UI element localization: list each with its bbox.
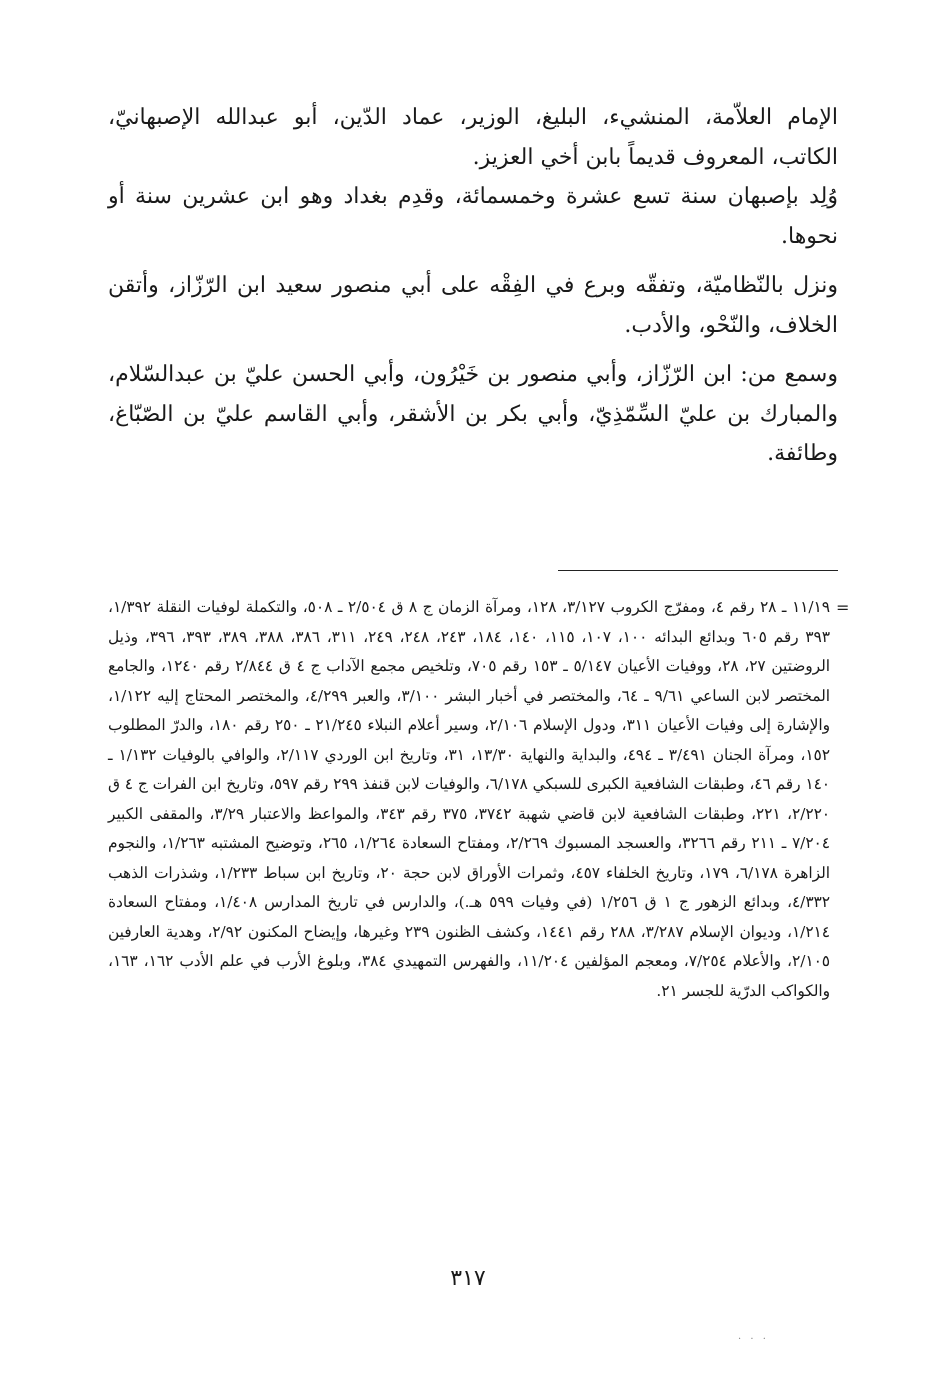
paragraph-4: وسمع من: ابن الرّزّاز، وأبي منصور بن خَيْرُون، وأبي الحسن عليّ بن عبدالسّلام، والمبارك بن عليّ السِّمّذِيّ، وأبي بكر بن الأشقر، وأبي القاسم عليّ بن الصّبّاغ، وطائفة. (108, 362, 838, 466)
paragraph-2: وُلِد بإصبهان سنة تسع عشرة وخمسمائة، وقدِم بغداد وهو ابن عشرين سنة أو نحوها. (108, 184, 838, 249)
scan-speck: · · · (738, 1334, 769, 1345)
main-text (108, 98, 838, 474)
page-number: ٣١٧ (450, 1266, 486, 1291)
footnote-continuation-marker: = (836, 598, 850, 617)
footnote (108, 593, 830, 1006)
footnote-separator (558, 570, 838, 571)
paragraph-1: الإمام العلاّمة، المنشيء، البليغ، الوزير، عماد الدّين، أبو عبدالله الإصبهانيّ، الكاتب، المعروف قديماً بابن أخي العزيز. (108, 105, 838, 170)
paragraph-3: ونزل بالنّظاميّة، وتفقّه وبرع في الفِقْه على أبي منصور سعيد ابن الرّزّاز، وأتقن الخلاف، والنّحْو، والأدب. (108, 273, 838, 338)
footnote-text: ١١/١٩ ـ ٢٨ رقم ٤، ومفرّج الكروب ٣/١٢٧، ١٢٨، ومرآة الزمان ج ٨ ق ٢/٥٠٤ ـ ٥٠٨، والتكملة لوفيات النقلة ١/٣٩٢، ٣٩٣ رقم ٦٠٥ وبدائع البدائه ١٠٠، ١٠٧، ١١٥، ١٤٠، ١٨٤، ٢٤٣، ٢٤٨، ٢٤٩، ٣١١، ٣٨٦، ٣٨٨، ٣٨٩، ٣٩٣، ٣٩٦، وذيل الروضتين ٢٧، ٢٨، ووفيات الأعيان ٥/١٤٧ ـ ١٥٣ رقم ٧٠٥، وتلخيص مجمع الآداب ج ٤ ق ٢/٨٤٤ رقم ١٢٤٠، والجامع المختصر لابن الساعي ٩/٦١ ـ ٦٤، والمختصر في أخبار البشر ٣/١٠٠، والعبر ٤/٢٩٩، والمختصر المحتاج إليه ١/١٢٢، والإشارة إلى وفيات الأعيان ٣١١، ودول الإسلام ٢/١٠٦، وسير أعلام النبلاء ٢١/٢٤٥ ـ ٢٥٠ رقم ١٨٠، والدرّ المطلوب ١٥٢، ومرآة الجنان ٣/٤٩١ ـ ٤٩٤، والبداية والنهاية ١٣/٣٠، ٣١، وتاريخ ابن الوردي ٢/١١٧، والوافي بالوفيات ١/١٣٢ ـ ١٤٠ رقم ٤٦، وطبقات الشافعية الكبرى للسبكي ٦/١٧٨، والوفيات لابن قنفذ ٢٩٩ رقم ٥٩٧، وتاريخ ابن الفرات ج ٤ ق ٢/٢٢٠، ٢٢١، وطبقات الشافعية لابن قاضي شهبة ٣٧٤٢، ٣٧٥ رقم ٣٤٣، والمواعظ والاعتبار ٣/٢٩، والمقفى الكبير ٧/٢٠٤ ـ ٢١١ رقم ٣٢٦٦، والعسجد المسبوك ٢/٢٦٩، ومفتاح السعادة ١/٢٦٤، ٢٦٥، وتوضيح المشتبه ١/٢٦٣، والنجوم الزاهرة ٦/١٧٨، ١٧٩، وتاريخ الخلفاء ٤٥٧، وثمرات الأوراق لابن حجة ٢٠، وتاريخ ابن سباط ١/٢٣٣، وشذرات الذهب ٤/٣٣٢، وبدائع الزهور ج ١ ق ١/٢٥٦ (في وفيات ٥٩٩ هـ.)، والدارس في تاريخ المدارس ١/٤٠٨، ومفتاح السعادة ١/٢١٤، وديوان الإسلام ٣/٢٨٧، ٢٨٨ رقم ١٤٤١، وكشف الظنون ٢٣٩ وغيرها، وإيضاح المكنون ٢/٩٢، وهدية العارفين ٢/١٠٥، والأعلام ٧/٢٥٤، ومعجم المؤلفين ١١/٢٠٤، والفهرس التمهيدي ٣٨٤، وبلوغ الأرب في علم الأدب ١٦٢، ١٦٣، والكواكب الدرّية للجسر ٢١. (108, 598, 831, 1000)
